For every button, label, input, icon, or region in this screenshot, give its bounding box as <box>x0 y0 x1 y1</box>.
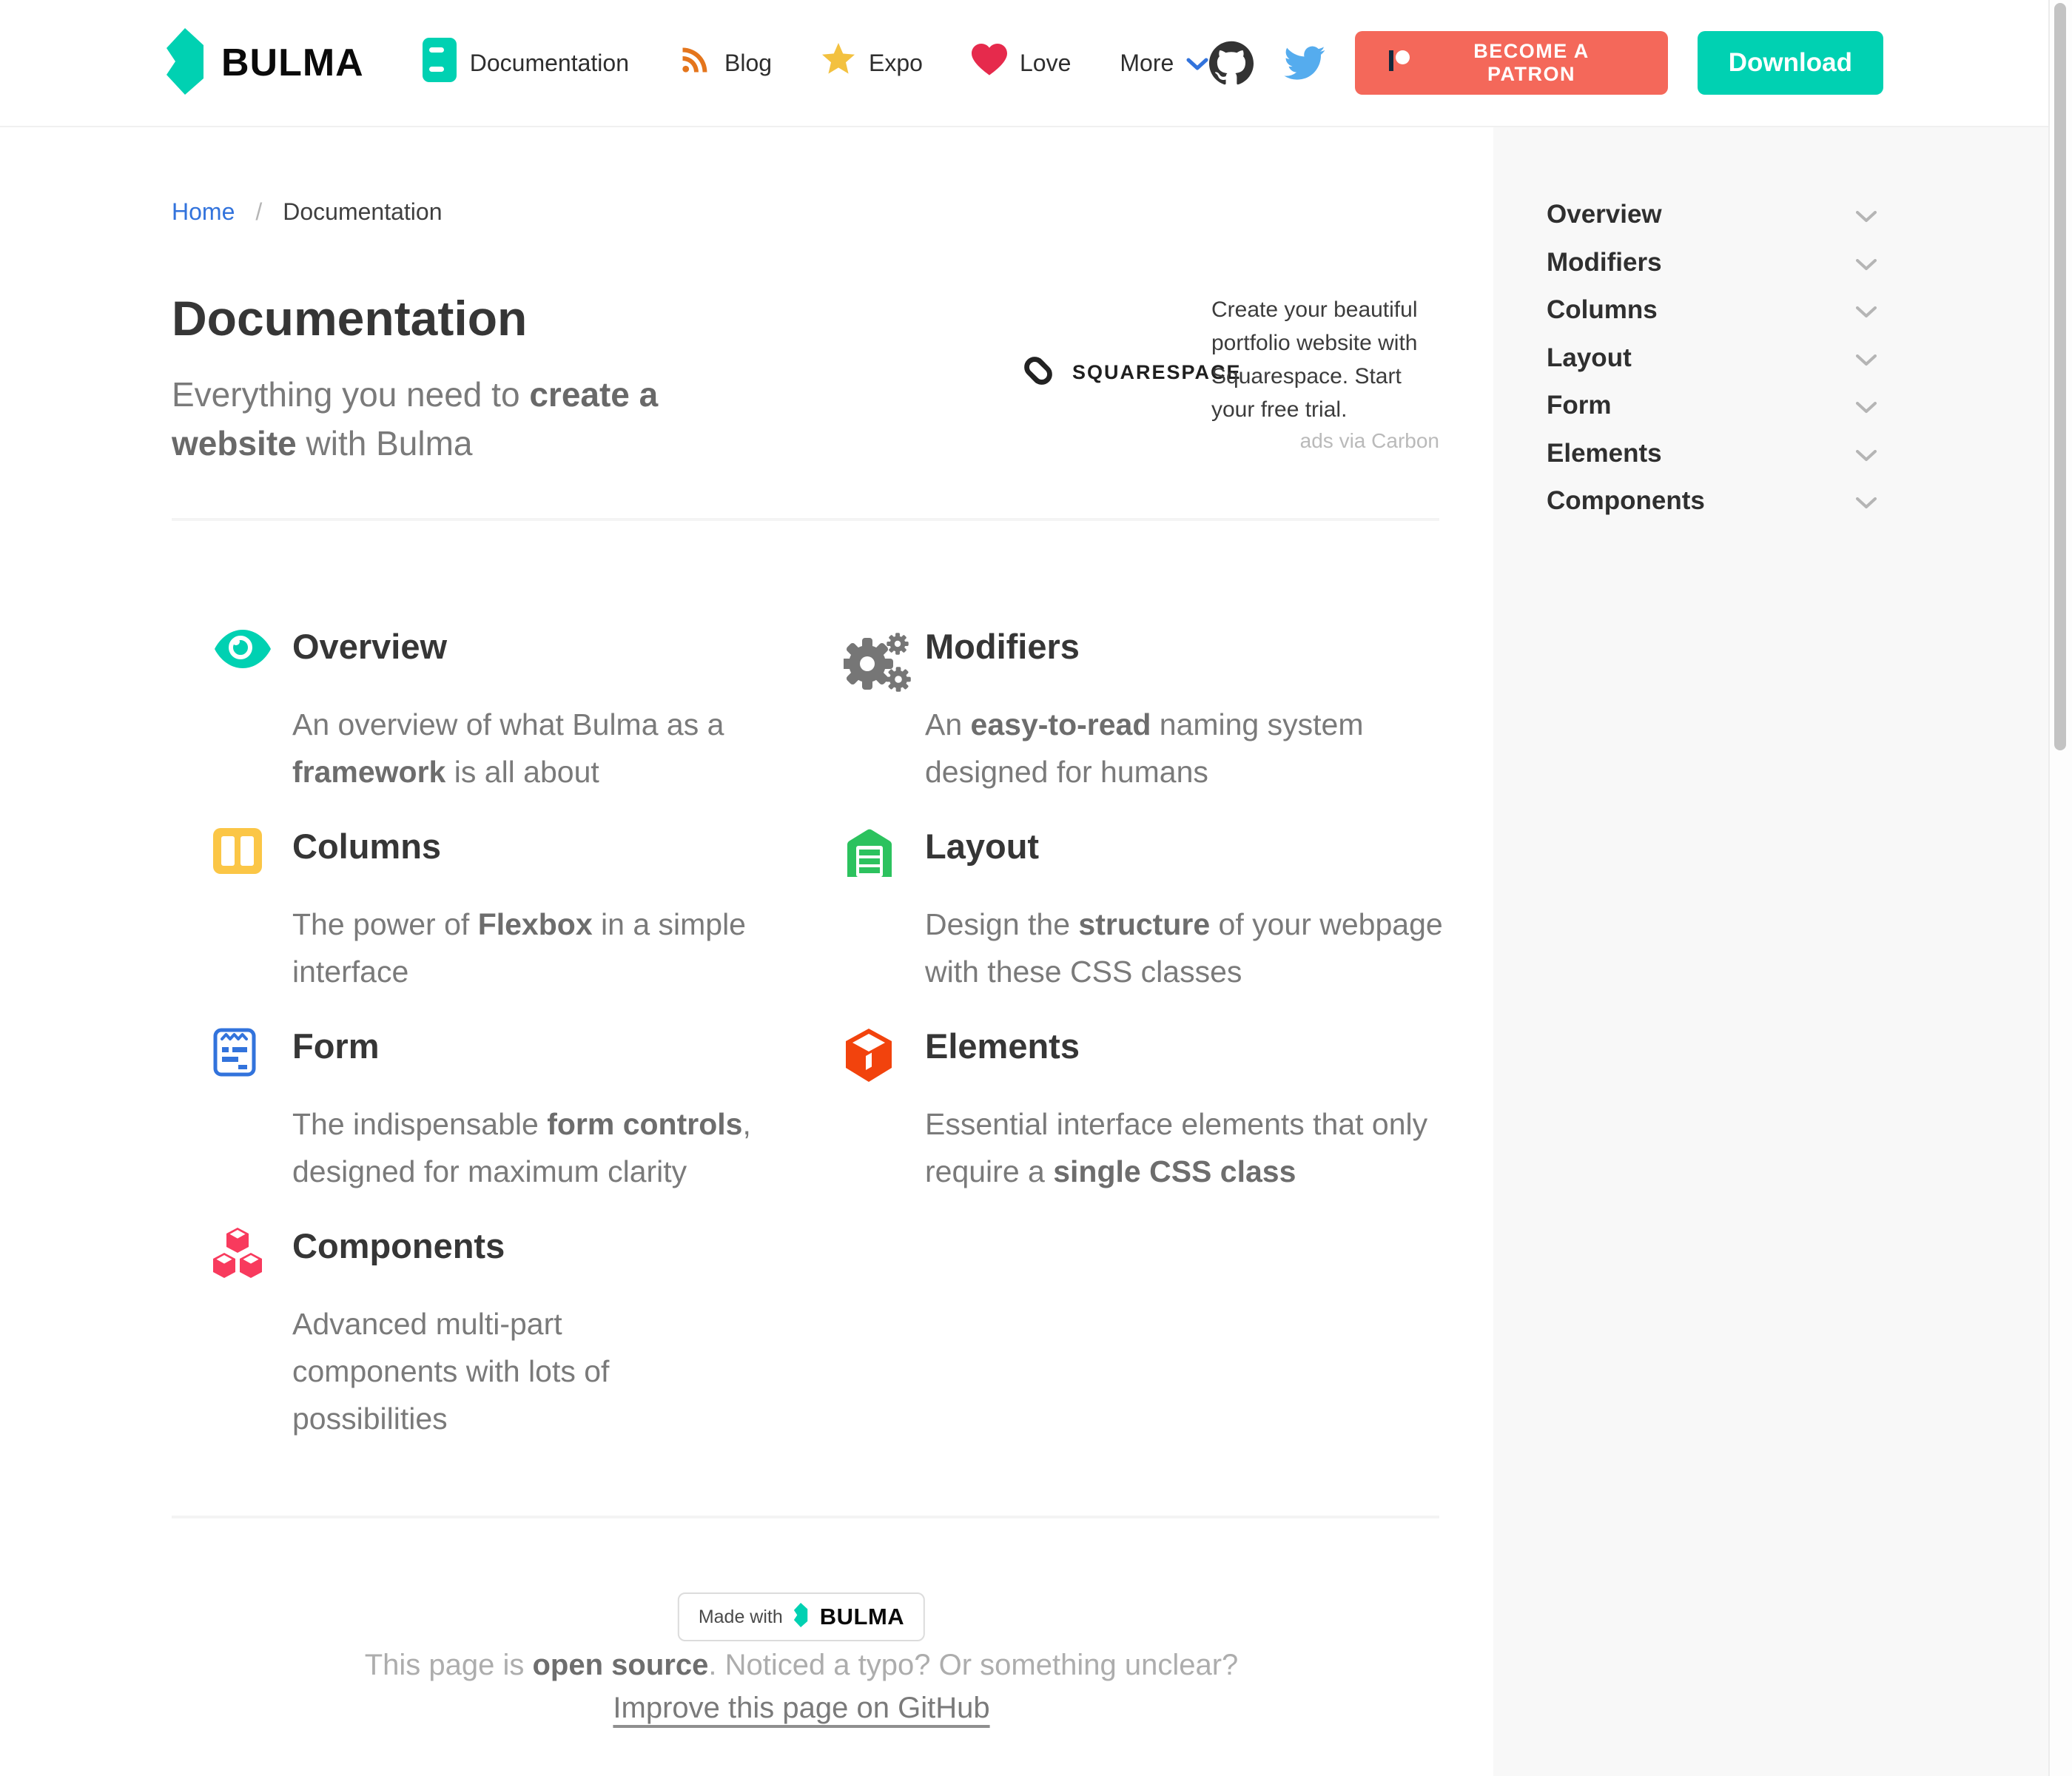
chevron-down-icon[interactable] <box>1856 248 1877 278</box>
breadcrumb-separator: / <box>255 198 263 225</box>
form-icon <box>213 1028 281 1077</box>
nav-link-more[interactable] <box>1120 50 1208 77</box>
nav-link-label: Expo <box>869 49 923 76</box>
divider <box>172 1516 1439 1518</box>
nav-link-expo[interactable] <box>821 43 923 83</box>
doc-item-title[interactable]: Overview <box>292 627 448 666</box>
made-with-bulma-badge[interactable] <box>678 1592 925 1641</box>
doc-item-form <box>213 1025 813 1195</box>
doc-item-description: Essential interface elements that only require a single CSS class <box>925 1107 1428 1188</box>
chevron-down-icon[interactable] <box>1856 486 1877 516</box>
page-subtitle <box>172 370 745 468</box>
nav-right <box>1208 31 1883 95</box>
doc-item-components <box>213 1225 813 1442</box>
badge-brand-label: BULMA <box>819 1604 905 1629</box>
advertiser-name: SQUARESPACE <box>1072 361 1242 383</box>
doc-item-columns <box>213 825 813 995</box>
sidebar-item-form[interactable] <box>1547 382 1877 430</box>
layout-icon <box>844 828 912 877</box>
patreon-icon <box>1388 49 1411 78</box>
subtitle-text: Everything you need to <box>172 375 530 414</box>
sidebar-item-label: Columns <box>1547 295 1658 325</box>
footer-note: This page is open source. Noticed a typo? Or something unclear? <box>364 1649 1239 1681</box>
become-a-patron-button[interactable] <box>1355 31 1668 95</box>
cubes-icon <box>213 1228 281 1279</box>
badge-made-label: Made with <box>698 1606 783 1627</box>
doc-item-title[interactable]: Layout <box>925 827 1040 866</box>
doc-item-description: An easy-to-read naming system designed for humans <box>925 707 1364 789</box>
doc-item-title[interactable]: Form <box>292 1026 380 1066</box>
doc-item-description: Advanced multi-part components with lots of possibilities <box>292 1307 610 1436</box>
doc-item-description: An overview of what Bulma as a framework is all about <box>292 707 724 789</box>
doc-item-title[interactable]: Modifiers <box>925 627 1080 666</box>
right-sidebar <box>1493 127 2072 1776</box>
sidebar-menu <box>1547 191 1877 525</box>
ads-via-carbon[interactable]: ads via Carbon <box>1299 429 1439 452</box>
sidebar-item-label: Elements <box>1547 438 1662 468</box>
chevron-down-icon[interactable] <box>1856 343 1877 373</box>
bulma-gem-icon <box>166 28 206 98</box>
chevron-down-icon[interactable] <box>1856 439 1877 468</box>
nav-link-documentation[interactable] <box>422 37 629 89</box>
rss-icon <box>678 43 712 83</box>
scrollbar-thumb[interactable] <box>2054 3 2066 750</box>
download-button[interactable] <box>1698 31 1883 95</box>
doc-item-description: The indispensable form controls, designed for maximum clarity <box>292 1107 751 1188</box>
doc-item-modifiers <box>844 625 1443 796</box>
doc-item-description: Design the structure of your webpage with these CSS classes <box>925 907 1443 989</box>
chevron-down-icon[interactable] <box>1856 295 1877 325</box>
breadcrumb <box>172 198 442 226</box>
chevron-down-icon[interactable] <box>1856 391 1877 420</box>
brand-text: BULMA <box>221 41 364 84</box>
sidebar-item-label: Form <box>1547 391 1612 420</box>
squarespace-icon <box>1015 348 1061 397</box>
gears-icon <box>844 628 912 696</box>
heart-icon <box>972 44 1007 82</box>
subtitle-bold: create a website <box>172 375 659 462</box>
star-icon <box>821 43 856 83</box>
sidebar-item-layout[interactable] <box>1547 334 1877 383</box>
breadcrumb-current: Documentation <box>283 198 443 225</box>
nav-link-love[interactable] <box>972 44 1071 82</box>
sidebar-item-label: Components <box>1547 486 1705 516</box>
download-label: Download <box>1728 48 1852 77</box>
divider <box>172 518 1439 521</box>
twitter-icon[interactable] <box>1284 46 1325 80</box>
chevron-down-icon <box>1186 50 1208 77</box>
nav-link-blog[interactable] <box>678 43 772 83</box>
advertiser-logo[interactable] <box>1015 348 1242 397</box>
eye-icon <box>213 628 281 670</box>
sidebar-item-label: Overview <box>1547 200 1662 229</box>
github-icon[interactable] <box>1208 41 1254 85</box>
sidebar-item-columns[interactable] <box>1547 286 1877 334</box>
patreon-label: BECOME A PATRON <box>1473 40 1590 85</box>
nav-links <box>422 37 1209 89</box>
scrollbar-track[interactable] <box>2048 0 2072 1776</box>
sidebar-item-components[interactable] <box>1547 477 1877 525</box>
chevron-down-icon[interactable] <box>1856 200 1877 229</box>
sidebar-item-overview[interactable] <box>1547 191 1877 239</box>
subtitle-text: with Bulma <box>296 424 473 462</box>
improve-page-github-link[interactable]: Improve this page on GitHub <box>613 1692 990 1724</box>
book-icon <box>422 37 457 89</box>
doc-item-title[interactable]: Components <box>292 1226 505 1265</box>
nav-link-label: Documentation <box>469 49 629 76</box>
navbar <box>0 0 2072 127</box>
carbon-ad[interactable] <box>1015 293 1441 452</box>
sidebar-item-label: Modifiers <box>1547 247 1662 277</box>
nav-link-label: Love <box>1019 49 1072 76</box>
breadcrumb-home-link[interactable]: Home <box>172 198 235 225</box>
nav-link-label: More <box>1120 49 1174 76</box>
doc-item-elements <box>844 1025 1443 1195</box>
bulma-gem-icon <box>794 1603 809 1631</box>
doc-item-title[interactable]: Elements <box>925 1026 1080 1066</box>
cube-icon <box>844 1028 912 1083</box>
bulma-logo[interactable] <box>166 28 364 98</box>
sidebar-item-modifiers[interactable] <box>1547 239 1877 287</box>
doc-item-description: The power of Flexbox in a simple interface <box>292 907 746 989</box>
doc-item-title[interactable]: Columns <box>292 827 442 866</box>
doc-item-overview <box>213 625 813 796</box>
sidebar-item-elements[interactable] <box>1547 430 1877 478</box>
nav-link-label: Blog <box>724 49 773 76</box>
doc-item-layout <box>844 825 1443 995</box>
sidebar-item-label: Layout <box>1547 343 1632 372</box>
columns-icon <box>213 828 281 874</box>
page-title: Documentation <box>172 291 528 346</box>
ad-text[interactable]: Create your beautiful portfolio website with Squarespace. Start your free trial. <box>1211 297 1418 422</box>
